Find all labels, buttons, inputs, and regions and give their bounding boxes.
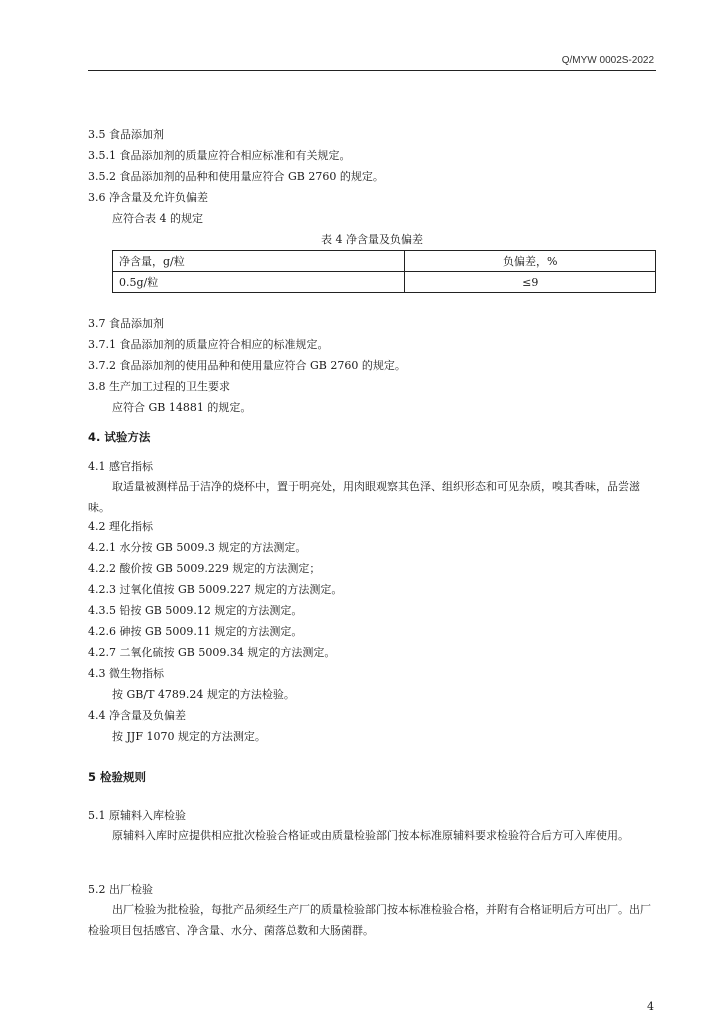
clause-4-4: 4.4 净含量及负偏差 [88, 709, 186, 722]
clause-4-2-2: 4.2.2 酸价按 GB 5009.229 规定的方法测定； [88, 562, 321, 575]
table-cell: 0.5g/粒 [113, 272, 405, 293]
clause-4-2-1: 4.2.1 水分按 GB 5009.3 规定的方法测定。 [88, 541, 307, 554]
table-header-cell: 净含量，g/粒 [113, 251, 405, 272]
clause-3-6: 3.6 净含量及允许负偏差 [88, 191, 208, 204]
section-5-heading: 5 检验规则 [88, 770, 147, 784]
table-caption: 表 4 净含量及负偏差 [321, 233, 423, 246]
clause-3-7: 3.7 食品添加剂 [88, 317, 164, 330]
clause-4-2-6: 4.2.6 砷按 GB 5009.11 规定的方法测定。 [88, 625, 303, 638]
clause-3-7-2: 3.7.2 食品添加剂的使用品种和使用量应符合 GB 2760 的规定。 [88, 359, 406, 372]
clause-3-6-text: 应符合表 4 的规定 [112, 212, 203, 225]
clause-3-5-1: 3.5.1 食品添加剂的质量应符合相应标准和有关规定。 [88, 149, 351, 162]
table-cell: ≤9 [405, 272, 656, 293]
clause-4-2-3: 4.2.3 过氧化值按 GB 5009.227 规定的方法测定。 [88, 583, 343, 596]
clause-5-2-text: 出厂检验为批检验，每批产品须经生产厂的质量检验部门按本标准检验合格，并附有合格证明后方可出厂。出厂检验项目包括感官、净含量、水分、菌落总数和大肠菌群。 [88, 903, 651, 937]
header-rule [88, 70, 656, 71]
clause-3-8-text: 应符合 GB 14881 的规定。 [112, 401, 252, 414]
section-4-heading: 4. 试验方法 [88, 430, 151, 444]
net-content-table [112, 250, 656, 293]
clause-4-3: 4.3 微生物指标 [88, 667, 164, 680]
clause-4-1-text: 取适量被测样品于洁净的烧杯中，置于明亮处，用肉眼观察其色泽、组织形态和可见杂质，嗅其香味，品尝滋味。 [88, 480, 640, 514]
table-header-row [113, 251, 656, 272]
clause-4-4-text: 按 JJF 1070 规定的方法测定。 [112, 730, 266, 743]
page-number: 4 [647, 1000, 654, 1013]
table-row [113, 272, 656, 293]
table-header-cell: 负偏差，% [405, 251, 656, 272]
clause-3-5-2: 3.5.2 食品添加剂的品种和使用量应符合 GB 2760 的规定。 [88, 170, 384, 183]
clause-5-2: 5.2 出厂检验 [88, 883, 153, 896]
clause-3-8: 3.8 生产加工过程的卫生要求 [88, 380, 230, 393]
document-code: Q/MYW 0002S-2022 [561, 55, 654, 66]
clause-4-2: 4.2 理化指标 [88, 520, 153, 533]
clause-3-5: 3.5 食品添加剂 [88, 128, 164, 141]
clause-5-1-text: 原辅料入库时应提供相应批次检验合格证或由质量检验部门按本标准原辅料要求检验符合后方可入库使用。 [112, 829, 629, 842]
clause-5-1: 5.1 原辅料入库检验 [88, 809, 186, 822]
clause-4-3-text: 按 GB/T 4789.24 规定的方法检验。 [112, 688, 295, 701]
clause-4-3-5: 4.3.5 铅按 GB 5009.12 规定的方法测定。 [88, 604, 303, 617]
clause-3-7-1: 3.7.1 食品添加剂的质量应符合相应的标准规定。 [88, 338, 329, 351]
clause-4-1: 4.1 感官指标 [88, 460, 153, 473]
clause-4-2-7: 4.2.7 二氧化硫按 GB 5009.34 规定的方法测定。 [88, 646, 336, 659]
